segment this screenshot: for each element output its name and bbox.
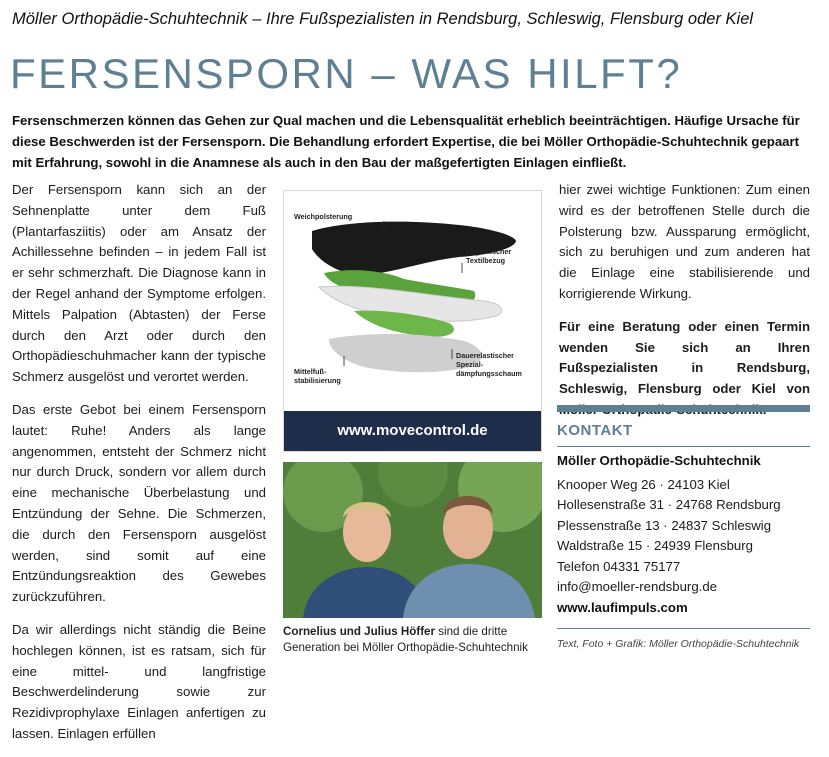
col1-paragraph-1: Der Fersensporn kann sich an der Sehnenplatte unter dem Fuß (Plantarfasziitis) oder am Ansatz der Achillessehne befinden – in jedem Fall ist er sehr schmerzhaft. Die Diagnose kann in der Regel anhand der Symptome erfolgen. Mittels Palpation (Abtasten) der Ferse durch den Arzt oder durch den Orthopädieschuhmacher kann der typische Schmerz ausgelöst und verortet werden. — [12, 182, 266, 385]
col1-paragraph-2: Das erste Gebot bei einem Fersensporn lautet: Ruhe! Anders als lange angenommen, entsteht der Schmerz nicht nur durch Druck, sondern vor allem durch eine mechanische Überbelastung und Entzündung der Sehne. Die Schmerzen, die durch den Fersensporn ausgelöst werden, sind somit auf eine Entzündungsreaktion des Gewebes zurückzuführen. — [12, 401, 266, 605]
portrait-photo — [283, 462, 542, 618]
article-headline: FERSENSPORN – WAS HILFT? — [10, 50, 683, 97]
address-line: Waldstraße 15 · 24939 Flensburg — [557, 538, 753, 554]
kontakt-address-list — [557, 475, 781, 597]
lead-text: Fersenschmerzen können das Gehen zur Qual machen und die Lebensqualität erheblich beeinträchtigen. Häufige Ursache für diese Beschwerden ist der Fersensporn. Die Behandlung erfordert Expertise, die bei Möller Orthopädie-Schuhtechnik gepaart mit Erfahrung, sowohl in die Anamnese als auch in den Bau der maßgefertigten Einlagen einfließt. — [12, 113, 800, 170]
kontakt-rule — [557, 446, 810, 447]
photo-caption — [283, 624, 543, 656]
email-line[interactable]: info@moeller-rendsburg.de — [557, 579, 717, 595]
column-right — [559, 180, 810, 433]
address-line: Knooper Weg 26 · 24103 Kiel — [557, 477, 730, 492]
phone-line: Telefon 04331 75177 — [557, 558, 681, 574]
kontakt-heading: KONTAKT — [557, 422, 633, 439]
address-line: Hollesenstraße 31 · 24768 Rendsburg — [557, 497, 781, 513]
caption-names: Cornelius und Julius Höffer — [283, 625, 436, 638]
label-midfoot: Mittelfuß-stabilisierung — [294, 367, 341, 385]
column-left — [12, 180, 266, 757]
website-link[interactable]: www.laufimpuls.com — [557, 600, 688, 615]
label-textile: Hygienischer Textilbezug — [466, 247, 512, 265]
label-padding: Weichpolsterung — [294, 212, 353, 221]
kontakt-company: Möller Orthopädie-Schuhtechnik — [557, 453, 761, 468]
kicker-line: Möller Orthopädie-Schuhtechnik – Ihre Fußspezialisten in Rendsburg, Schleswig, Flensburg oder Kiel — [12, 10, 754, 28]
address-line: Plessenstraße 13 · 24837 Schleswig — [557, 517, 772, 533]
col3-paragraph-1: hier zwei wichtige Funktionen: Zum einen wird es der betroffenen Stelle durch die Polsterung bzw. Aussparung ermöglicht, sich zu beruhigen und zum anderen hat die Einlage eine stabilisierende und korrigierende Wirkung. — [559, 182, 810, 301]
label-foam: Dauerelastischer Spezial-dämpfungsschaum — [456, 351, 522, 378]
photo-two-men — [283, 462, 542, 618]
credit-rule — [557, 628, 810, 629]
lead-paragraph — [12, 110, 812, 173]
credit-line: Text, Foto + Grafik: Möller Orthopädie-Schuhtechnik — [557, 638, 800, 650]
col1-paragraph-3: Da wir allerdings nicht ständig die Beine hochlegen können, ist es ratsam, sich für eine mittel- und langfristige Beschwerdelinderung sowie zur Rezidivprophylaxe Einlagen anfertigen zu lassen. Einlagen erfüllen — [12, 621, 266, 741]
caption-text: sind die dritte Generation bei Möller Orthopädie-Schuhtechnik — [283, 625, 528, 654]
insole-graphic — [283, 190, 542, 452]
col3-paragraph-2: Für eine Beratung oder einen Termin wenden Sie sich an Ihren Fußspezialisten in Rendsburg, Schleswig, Flensburg oder Kiel von — [559, 318, 810, 397]
movecontrol-url: www.movecontrol.de — [284, 411, 541, 451]
kontakt-divider-bar — [557, 405, 810, 412]
